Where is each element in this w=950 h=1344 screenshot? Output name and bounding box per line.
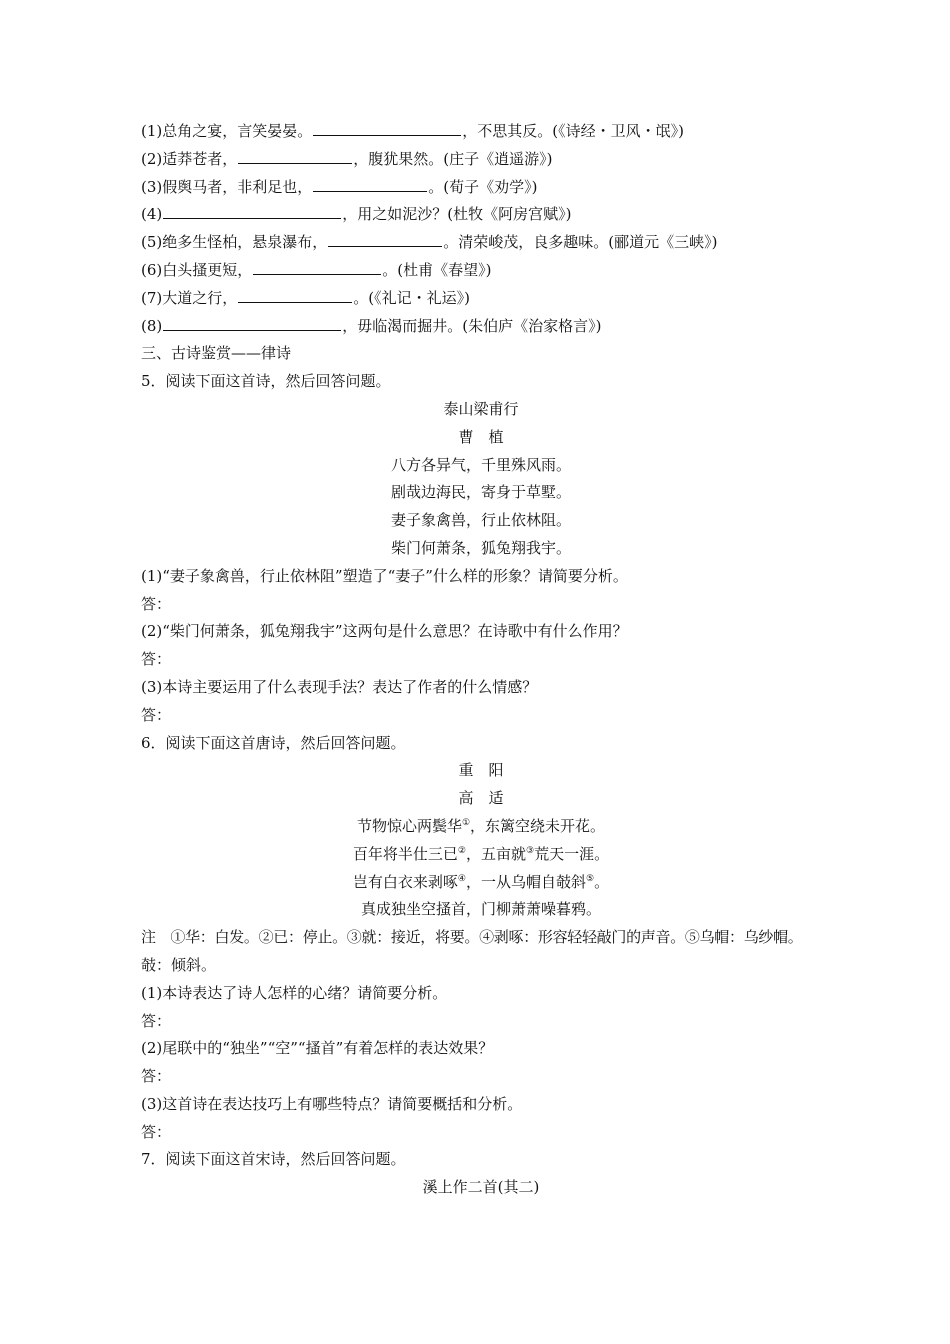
poem-text: 节物惊心两鬓华 [356,816,462,835]
fill-text: ，不思其反。(《诗经・卫风・氓》) [462,122,684,140]
footnote-marker: ③ [526,845,535,856]
poem-line [141,813,821,841]
poem-text: 。 [594,872,610,891]
document-body [141,118,821,1202]
sub-question: (2)尾联中的“独坐”“空”“搔首”有着怎样的表达效果？ [141,1039,494,1058]
fill-text: (3)假舆马者，非利足也， [141,177,313,196]
poem-title: 泰山梁甫行 [443,399,519,418]
poem-line: 八方各异气，千里殊风雨。 [390,455,571,474]
answer-label: 答： [141,594,172,613]
poem-text: 百年将半仕三已 [352,844,458,863]
answer-label: 答： [141,1122,172,1141]
poem-line: 真成独坐空搔首，门柳萧萧噪暮鸦。 [360,900,601,919]
poem-text: 岂有白衣来剥啄 [352,872,458,891]
fill-item-4 [141,201,821,229]
fill-text: (7)大道之行， [141,288,238,307]
answer-blank[interactable] [238,288,352,303]
poem-text: 荒天一涯。 [534,844,610,863]
fill-text: (8) [141,316,163,335]
fill-text: (6)白头搔更短， [141,260,253,279]
answer-blank[interactable] [163,316,341,331]
sub-question: (3)这首诗在表达技巧上有哪些特点？请简要概括和分析。 [141,1094,523,1113]
poem-author: 曹 植 [458,427,504,446]
fill-text: 。(荀子《劝学》) [428,177,538,196]
fill-item-1 [141,118,821,146]
fill-item-6 [141,257,821,285]
poem-text: ，东篱空绕未开花。 [470,816,606,835]
fill-text: ，毋临渴而掘井。(朱伯庐《治家格言》) [342,316,602,335]
question-5-intro: 5．阅读下面这首诗，然后回答问题。 [141,372,391,391]
sub-question: (2)“柴门何萧条，狐兔翔我宇”这两句是什么意思？在诗歌中有什么作用？ [141,622,628,641]
fill-text: 。(《礼记・礼运》) [353,288,470,307]
section-heading: 三、古诗鉴赏——律诗 [141,344,292,363]
poem-notes: 注 ①华：白发。②已：停止。③就：接近，将要。④剥啄：形容轻轻敲门的声音。⑤乌帽：乌纱帽。 [141,928,803,947]
fill-text: ，腹犹果然。(庄子《逍遥游》) [353,149,553,168]
answer-blank[interactable] [313,121,461,136]
poem-title: 溪上作二首(其二) [422,1178,540,1197]
answer-blank[interactable] [238,149,352,164]
poem-text: ，五亩就 [465,844,526,863]
answer-blank[interactable] [313,177,427,192]
poem-line: 剧哉边海民，寄身于草墅。 [390,483,571,502]
fill-item-7 [141,285,821,313]
poem-line [141,869,821,897]
fill-text: (5)绝多生怪柏，悬泉瀑布， [141,233,328,252]
fill-item-8 [141,313,821,341]
answer-blank[interactable] [253,260,381,275]
footnote-marker: ④ [457,873,466,884]
fill-text: (4) [141,205,163,224]
fill-item-5 [141,229,821,257]
poem-line: 妻子象禽兽，行止依林阻。 [390,511,571,530]
poem-title: 重 阳 [458,761,504,780]
footnote-marker: ② [457,845,466,856]
fill-item-3 [141,174,821,202]
poem-line [141,841,821,869]
fill-text: 。(杜甫《春望》) [382,260,492,279]
sub-question: (3)本诗主要运用了什么表现手法？表达了作者的什么情感？ [141,677,538,696]
question-6-intro: 6．阅读下面这首唐诗，然后回答问题。 [141,733,406,752]
poem-text: ，一从乌帽自攲斜 [465,872,586,891]
footnote-marker: ① [461,817,471,828]
poem-line: 柴门何萧条，狐兔翔我宇。 [390,538,571,557]
fill-text: (1)总角之宴，言笑晏晏。 [141,122,313,140]
answer-blank[interactable] [328,232,442,247]
fill-item-2 [141,146,821,174]
answer-label: 答： [141,650,172,669]
sub-question: (1)“妻子象禽兽，行止依林阻”塑造了“妻子”什么样的形象？请简要分析。 [141,566,628,585]
answer-label: 答： [141,1067,172,1086]
answer-label: 答： [141,705,172,724]
answer-blank[interactable] [163,204,341,219]
sub-question: (1)本诗表达了诗人怎样的心绪？请简要分析。 [141,983,448,1002]
fill-text: 。清荣峻茂，良多趣味。(郦道元《三峡》) [443,233,718,252]
footnote-marker: ⑤ [586,873,595,884]
question-7-intro: 7．阅读下面这首宋诗，然后回答问题。 [141,1150,406,1169]
fill-text: (2)适莽苍者， [141,149,238,168]
poem-notes-continued: 攲：倾斜。 [141,955,217,974]
fill-text: ，用之如泥沙？(杜牧《阿房宫赋》) [342,205,572,224]
answer-label: 答： [141,1011,172,1030]
poem-author: 高 适 [458,789,504,808]
